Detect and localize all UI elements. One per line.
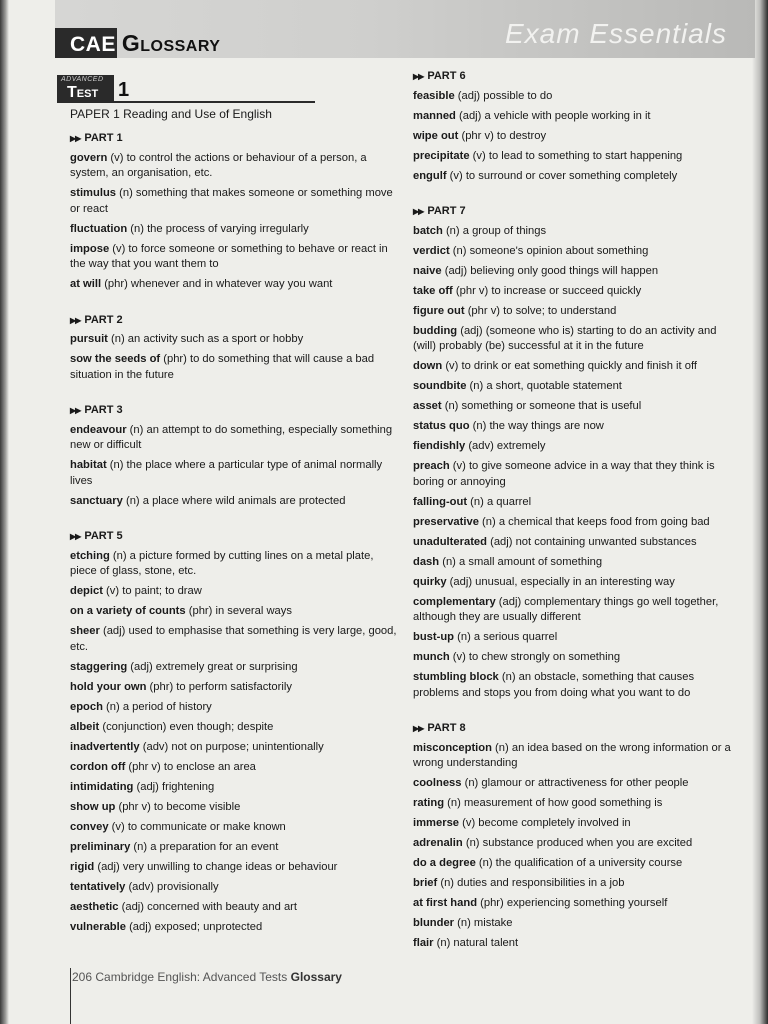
glossary-term: stumbling block [413, 671, 499, 683]
glossary-term: albeit [70, 720, 100, 733]
glossary-definition: (n) a preparation for an event [130, 840, 279, 853]
glossary-term: cordon off [70, 760, 126, 773]
glossary-definition: (adj) very unwilling to change ideas or behaviour [94, 860, 338, 873]
glossary-definition: (phr) experiencing something yourself [477, 897, 668, 909]
glossary-entry [413, 856, 738, 872]
glossary-term: precipitate [413, 149, 470, 162]
glossary-term: stimulus [70, 187, 117, 199]
glossary-term: verdict [413, 244, 450, 257]
test-badge-label: Test [67, 84, 99, 101]
part-heading [70, 131, 400, 147]
header-cae: CAE [70, 33, 116, 56]
glossary-definition: (n) substance produced when you are excited [462, 837, 693, 849]
glossary-entry [413, 359, 738, 375]
glossary-definition: (adj) concerned with beauty and art [118, 900, 297, 913]
glossary-entry [70, 780, 400, 796]
glossary-term: sanctuary [70, 494, 123, 507]
glossary-entry [70, 660, 400, 676]
footer-bold: Glossary [290, 970, 342, 984]
glossary-entry [413, 224, 738, 240]
glossary-term: convey [70, 820, 109, 833]
glossary-definition: (n) something or someone that is useful [441, 400, 642, 412]
test-badge-small: ADVANCED [61, 76, 104, 83]
part-heading-label: PART 1 [84, 132, 123, 144]
glossary-term: do a degree [413, 857, 476, 869]
glossary-entry [70, 277, 400, 293]
glossary-term: impose [70, 242, 110, 255]
glossary-entry [413, 304, 738, 320]
glossary-definition: (v) become completely involved in [459, 817, 631, 829]
glossary-term: adrenalin [413, 837, 463, 849]
glossary-definition: (n) the way things are now [469, 420, 604, 432]
glossary-term: brief [413, 877, 438, 889]
glossary-section [413, 721, 738, 952]
glossary-entry [70, 352, 400, 383]
glossary-definition: (conjunction) even though; despite [99, 720, 274, 733]
glossary-definition: (n) a serious quarrel [454, 631, 558, 643]
glossary-definition: (n) something that makes someone or something move or react [70, 187, 393, 215]
glossary-entry [70, 549, 400, 580]
glossary-definition: (adv) provisionally [125, 880, 219, 893]
glossary-definition: (adj) used to emphasise that something is very large, good, etc. [70, 625, 397, 653]
glossary-term: bust-up [413, 631, 455, 643]
glossary-term: blunder [413, 917, 455, 929]
glossary-entry [413, 244, 738, 260]
left-column [70, 131, 400, 955]
glossary-definition: (v) to communicate or make known [108, 820, 286, 833]
glossary-term: dash [413, 555, 440, 568]
glossary-definition: (n) an attempt to do something, especially something new or difficult [70, 423, 393, 451]
glossary-term: rating [413, 797, 445, 809]
page-edge-right [752, 0, 768, 1024]
glossary-term: unadulterated [413, 535, 487, 548]
double-arrow-icon: ▶▶ [70, 406, 81, 415]
glossary-term: vulnerable [70, 920, 126, 933]
glossary-term: wipe out [413, 129, 459, 142]
glossary-definition: (v) to drink or eat something quickly and finish it off [442, 360, 697, 372]
glossary-term: at first hand [413, 897, 478, 909]
page-number: 206 [72, 970, 93, 984]
glossary-definition: (phr v) to increase or succeed quickly [452, 284, 642, 297]
glossary-entry [413, 169, 738, 185]
glossary-definition: (phr) whenever and in whatever way you want [101, 278, 333, 290]
glossary-definition: (adj) possible to do [454, 89, 553, 102]
glossary-definition: (v) to surround or cover something completely [446, 169, 678, 182]
glossary-definition: (v) to chew strongly on something [449, 651, 621, 663]
glossary-term: tentatively [70, 880, 126, 893]
glossary-entry [70, 624, 400, 655]
page-title [70, 30, 220, 57]
glossary-definition: (n) duties and responsibilities in a job [437, 877, 625, 889]
glossary-entry [413, 796, 738, 812]
glossary-definition: (n) a chemical that keeps food from going bad [478, 515, 710, 528]
glossary-term: hold your own [70, 680, 147, 693]
glossary-term: coolness [413, 777, 462, 789]
glossary-entry [413, 776, 738, 792]
glossary-definition: (n) a quarrel [467, 495, 532, 508]
glossary-definition: (adj) not containing unwanted substances [486, 535, 697, 548]
glossary-definition: (phr v) to enclose an area [125, 760, 256, 773]
header-brand: Exam Essentials [505, 18, 727, 49]
glossary-entry [413, 836, 738, 852]
glossary-entry [413, 630, 738, 646]
part-heading-label: PART 5 [84, 530, 123, 542]
glossary-term: endeavour [70, 423, 127, 436]
glossary-term: feasible [413, 89, 455, 102]
glossary-term: falling-out [413, 495, 468, 508]
glossary-entry [70, 860, 400, 876]
footer-text: Cambridge English: Advanced Tests [95, 970, 288, 984]
glossary-entry [70, 584, 400, 600]
right-column [413, 69, 738, 972]
glossary-entry [413, 535, 738, 551]
glossary-entry [70, 740, 400, 756]
glossary-entry [413, 264, 738, 280]
glossary-definition: (adv) not on purpose; unintentionally [139, 740, 324, 753]
glossary-definition: (n) a picture formed by cutting lines on a metal plate, piece of glass, stone, etc. [70, 549, 374, 577]
glossary-entry [413, 284, 738, 300]
glossary-term: sheer [70, 625, 100, 637]
glossary-definition: (v) to give someone advice in a way that they think is boring or annoying [413, 460, 715, 488]
glossary-entry [413, 595, 738, 626]
glossary-entry [413, 670, 738, 701]
glossary-entry [413, 324, 738, 355]
glossary-entry [413, 399, 738, 415]
glossary-definition: (n) the place where a particular type of animal normally lives [70, 459, 383, 487]
glossary-term: inadvertently [70, 740, 140, 753]
glossary-term: on a variety of counts [70, 605, 186, 617]
glossary-entry [70, 700, 400, 716]
glossary-term: down [413, 360, 443, 372]
header-glossary: Glossary [121, 30, 221, 56]
glossary-definition: (n) a period of history [102, 700, 212, 713]
glossary-entry [413, 896, 738, 912]
glossary-entry [413, 575, 738, 591]
glossary-definition: (n) an activity such as a sport or hobby [107, 333, 304, 345]
glossary-entry [70, 800, 400, 816]
glossary-definition: (adj) unusual, especially in an interesting way [446, 575, 675, 588]
glossary-section [70, 313, 400, 384]
glossary-entry [413, 495, 738, 511]
glossary-definition: (n) the qualification of a university course [475, 857, 683, 869]
glossary-entry [413, 129, 738, 145]
glossary-term: aesthetic [70, 900, 119, 913]
glossary-entry [70, 151, 400, 182]
glossary-term: show up [70, 800, 116, 813]
glossary-term: soundbite [413, 380, 467, 392]
glossary-term: immerse [413, 817, 460, 829]
glossary-term: batch [413, 224, 443, 237]
glossary-definition: (v) to control the actions or behaviour of a person, a system, an organisation, etc. [70, 151, 367, 179]
glossary-entry [70, 332, 400, 348]
part-heading [413, 721, 738, 737]
glossary-entry [70, 920, 400, 936]
double-arrow-icon: ▶▶ [70, 532, 81, 541]
glossary-term: take off [413, 284, 453, 297]
glossary-term: engulf [413, 169, 447, 182]
glossary-definition: (adj) extremely great or surprising [127, 660, 298, 673]
part-heading-label: PART 2 [84, 313, 123, 326]
glossary-entry [413, 650, 738, 666]
glossary-entry [70, 760, 400, 776]
glossary-definition: (n) the process of varying irregularly [127, 222, 309, 235]
double-arrow-icon: ▶▶ [70, 134, 81, 143]
glossary-term: asset [413, 400, 442, 412]
glossary-term: figure out [413, 304, 465, 317]
glossary-definition: (n) a short, quotable statement [466, 380, 622, 392]
glossary-definition: (n) an obstacle, something that causes problems and stops you from doing what you want to do [413, 671, 695, 699]
glossary-term: depict [70, 585, 103, 597]
glossary-definition: (phr) in several ways [185, 605, 292, 617]
glossary-entry [413, 555, 738, 571]
glossary-entry [413, 89, 738, 105]
glossary-term: flair [413, 937, 434, 949]
glossary-definition: (n) a small amount of something [439, 555, 603, 568]
glossary-entry [70, 720, 400, 736]
part-heading [413, 204, 738, 220]
glossary-entry [70, 423, 400, 454]
glossary-term: preservative [413, 515, 479, 528]
glossary-term: etching [70, 549, 110, 562]
glossary-definition: (n) glamour or attractiveness for other people [461, 777, 689, 789]
glossary-term: manned [413, 109, 456, 122]
glossary-term: habitat [70, 459, 107, 471]
glossary-section [70, 131, 400, 293]
glossary-definition: (n) a group of things [442, 224, 547, 237]
glossary-term: preliminary [70, 840, 131, 853]
glossary-entry [70, 880, 400, 896]
glossary-entry [413, 876, 738, 892]
page-edge-left [0, 0, 9, 1024]
footer [72, 970, 342, 984]
part-heading [413, 69, 738, 85]
glossary-term: status quo [413, 420, 470, 432]
glossary-entry [413, 459, 738, 490]
glossary-term: staggering [70, 660, 128, 673]
glossary-definition: (phr) to perform satisfactorily [146, 680, 292, 693]
part-heading-label: PART 3 [84, 404, 123, 416]
part-heading [70, 529, 400, 545]
glossary-definition: (phr v) to become visible [115, 800, 241, 813]
glossary-term: fiendishly [413, 440, 466, 452]
glossary-term: complementary [413, 595, 496, 608]
glossary-entry [70, 494, 400, 510]
test-badge [57, 75, 114, 102]
glossary-term: preach [413, 460, 450, 472]
glossary-entry [70, 186, 400, 217]
glossary-definition: (adj) complementary things go well together, although they are usually different [413, 595, 719, 623]
glossary-entry [413, 109, 738, 125]
test-rule [57, 101, 315, 103]
glossary-term: misconception [413, 741, 492, 754]
paper-heading: PAPER 1 Reading and Use of English [70, 107, 272, 121]
glossary-definition: (phr v) to destroy [458, 129, 547, 142]
glossary-entry [70, 680, 400, 696]
glossary-definition: (phr v) to solve; to understand [464, 304, 617, 317]
glossary-entry [70, 820, 400, 836]
footer-rule [70, 968, 71, 1024]
glossary-term: fluctuation [70, 222, 128, 235]
glossary-entry [413, 149, 738, 165]
glossary-term: quirky [413, 575, 447, 588]
glossary-term: sow the seeds of [70, 353, 161, 365]
glossary-entry [413, 419, 738, 435]
glossary-definition: (adj) believing only good things will happen [441, 264, 659, 277]
part-heading-label: PART 7 [427, 205, 466, 217]
glossary-definition: (phr) to do something that will cause a bad situation in the future [70, 353, 375, 381]
glossary-entry [413, 741, 738, 772]
glossary-definition: (n) an idea based on the wrong information or a wrong understanding [413, 741, 731, 769]
glossary-term: at will [70, 278, 102, 290]
glossary-definition: (adj) frightening [133, 780, 215, 793]
part-heading [70, 403, 400, 419]
glossary-definition: (adv) extremely [465, 440, 546, 452]
glossary-term: naive [413, 264, 442, 277]
glossary-definition: (adj) (someone who is) starting to do an activity and (will) probably (be) successful at it in the future [413, 324, 717, 352]
part-heading-label: PART 6 [427, 70, 466, 82]
glossary-term: pursuit [70, 333, 108, 345]
glossary-entry [70, 222, 400, 238]
glossary-definition: (n) a place where wild animals are protected [122, 494, 346, 507]
glossary-section [70, 529, 400, 935]
glossary-term: budding [413, 324, 458, 337]
double-arrow-icon: ▶▶ [70, 315, 81, 325]
glossary-section [413, 69, 738, 184]
glossary-entry [413, 936, 738, 952]
glossary-term: epoch [70, 700, 103, 713]
part-heading [70, 313, 400, 329]
glossary-definition: (v) to lead to something to start happening [469, 149, 683, 162]
glossary-term: rigid [70, 860, 95, 873]
glossary-entry [70, 604, 400, 620]
glossary-term: govern [70, 151, 108, 164]
double-arrow-icon: ▶▶ [413, 72, 424, 81]
glossary-entry [413, 515, 738, 531]
glossary-definition: (v) to force someone or something to behave or react in the way that you want them to [70, 242, 388, 270]
glossary-section [413, 204, 738, 701]
glossary-entry [70, 458, 400, 489]
double-arrow-icon: ▶▶ [413, 207, 424, 216]
glossary-definition: (adj) a vehicle with people working in it [455, 109, 651, 122]
glossary-entry [413, 916, 738, 932]
glossary-definition: (n) mistake [454, 917, 513, 929]
glossary-definition: (adj) exposed; unprotected [125, 920, 263, 933]
glossary-entry [413, 439, 738, 455]
glossary-entry [413, 816, 738, 832]
glossary-entry [70, 242, 400, 273]
double-arrow-icon: ▶▶ [413, 724, 424, 733]
glossary-term: intimidating [70, 780, 134, 793]
glossary-entry [413, 379, 738, 395]
part-heading-label: PART 8 [427, 722, 466, 734]
glossary-definition: (n) someone's opinion about something [449, 244, 649, 257]
glossary-definition: (n) natural talent [433, 937, 519, 949]
glossary-term: munch [413, 651, 450, 663]
glossary-definition: (n) measurement of how good something is [444, 797, 663, 809]
glossary-entry [70, 840, 400, 856]
glossary-entry [70, 900, 400, 916]
glossary-section [70, 403, 400, 509]
test-number: 1 [118, 79, 130, 101]
glossary-definition: (v) to paint; to draw [102, 585, 202, 597]
